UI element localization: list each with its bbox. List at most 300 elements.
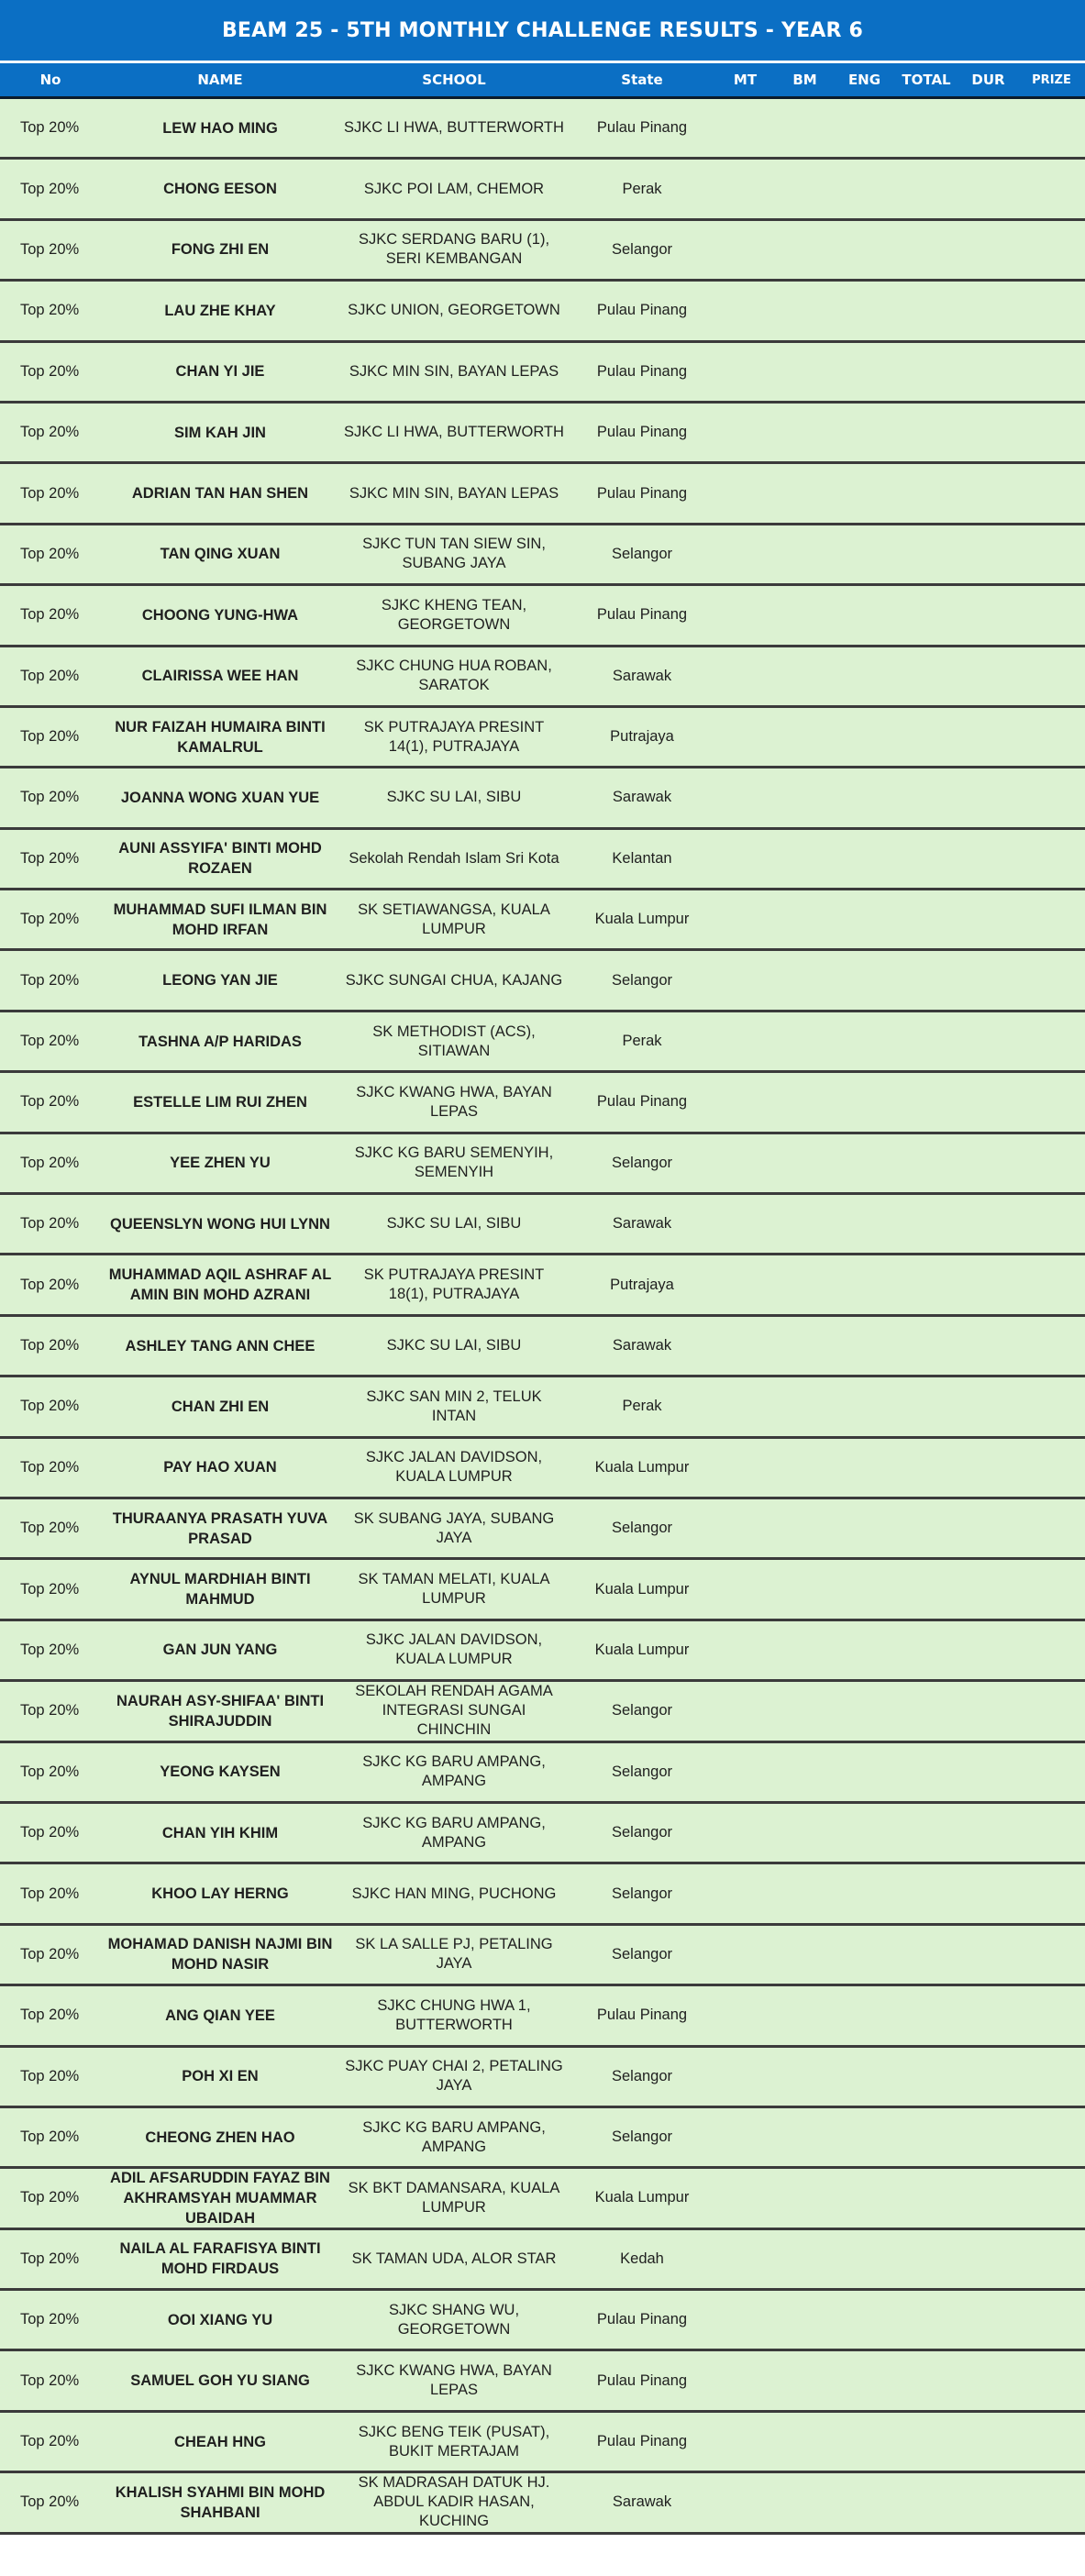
cell-dur (958, 464, 1018, 522)
cell-dur (958, 890, 1018, 948)
cell-school: SJKC KWANG HWA, BAYAN LEPAS (356, 2362, 552, 2399)
cell-mt (715, 890, 775, 948)
cell-eng (835, 1560, 894, 1618)
table-row (0, 404, 1085, 464)
cell-eng (835, 2473, 894, 2531)
table-row (0, 2048, 1085, 2108)
cell-no: Top 20% (20, 971, 80, 989)
cell-school: SK SUBANG JAYA, SUBANG JAYA (353, 1509, 555, 1546)
cell-prize (1018, 343, 1085, 401)
header-total: TOTAL (902, 72, 951, 88)
cell-mt (715, 404, 775, 461)
cell-prize (1018, 1012, 1085, 1070)
cell-name: POH XI EN (182, 2068, 259, 2085)
cell-total (894, 2230, 958, 2288)
cell-eng (835, 1499, 894, 1557)
cell-mt (715, 586, 775, 644)
cell-total (894, 1073, 958, 1131)
cell-eng (835, 1864, 894, 1922)
cell-dur (958, 1864, 1018, 1922)
cell-bm (775, 1621, 835, 1679)
table-row (0, 525, 1085, 586)
cell-school: SJKC SU LAI, SIBU (386, 1337, 522, 1354)
table-row (0, 2351, 1085, 2412)
cell-dur (958, 1986, 1018, 2044)
header-dur: DUR (971, 72, 1005, 88)
cell-prize (1018, 1499, 1085, 1557)
cell-eng (835, 1621, 894, 1679)
table-row (0, 768, 1085, 829)
cell-no: Top 20% (20, 1458, 80, 1476)
cell-mt (715, 647, 775, 705)
cell-dur (958, 1317, 1018, 1375)
cell-total (894, 951, 958, 1009)
cell-name: AUNI ASSYIFA' BINTI MOHD ROZAEN (118, 840, 322, 878)
header-name: NAME (197, 72, 243, 88)
cell-school: SK PUTRAJAYA PRESINT 14(1), PUTRAJAYA (363, 718, 545, 755)
cell-bm (775, 951, 835, 1009)
cell-eng (835, 1377, 894, 1435)
cell-school: SK BKT DAMANSARA, KUALA LUMPUR (348, 2179, 560, 2216)
table-row (0, 160, 1085, 220)
cell-mt (715, 2230, 775, 2288)
cell-no: Top 20% (20, 240, 80, 258)
cell-no: Top 20% (20, 1276, 80, 1293)
cell-prize (1018, 2291, 1085, 2349)
cell-no: Top 20% (20, 1337, 80, 1354)
header-eng: ENG (847, 72, 881, 88)
table-row (0, 1560, 1085, 1620)
cell-dur (958, 160, 1018, 217)
table-row (0, 99, 1085, 160)
cell-prize (1018, 1439, 1085, 1497)
cell-state: Kedah (620, 2250, 664, 2267)
cell-no: Top 20% (20, 2189, 80, 2206)
cell-eng (835, 1255, 894, 1313)
cell-dur (958, 1012, 1018, 1070)
cell-no: Top 20% (20, 1033, 80, 1050)
cell-no: Top 20% (20, 1398, 80, 1415)
cell-school: SJKC KWANG HWA, BAYAN LEPAS (356, 1083, 552, 1120)
cell-prize (1018, 464, 1085, 522)
cell-total (894, 282, 958, 339)
cell-dur (958, 1255, 1018, 1313)
cell-state: Pulau Pinang (596, 2371, 688, 2389)
cell-name: ASHLEY TANG ANN CHEE (125, 1337, 316, 1354)
cell-no: Top 20% (20, 789, 80, 806)
cell-state: Kuala Lumpur (594, 1580, 690, 1598)
cell-dur (958, 282, 1018, 339)
cell-name: JOANNA WONG XUAN YUE (120, 789, 320, 806)
table-row (0, 1621, 1085, 1682)
cell-mt (715, 160, 775, 217)
cell-bm (775, 464, 835, 522)
cell-no: Top 20% (20, 1154, 80, 1171)
cell-state: Selangor (611, 1702, 673, 1719)
cell-dur (958, 525, 1018, 583)
cell-state: Selangor (611, 240, 673, 258)
table-row (0, 1012, 1085, 1073)
cell-state: Kuala Lumpur (594, 2189, 690, 2206)
cell-prize (1018, 2048, 1085, 2106)
cell-no: Top 20% (20, 1763, 80, 1780)
cell-bm (775, 1255, 835, 1313)
table-row (0, 1986, 1085, 2047)
cell-prize (1018, 1317, 1085, 1375)
cell-bm (775, 1317, 835, 1375)
cell-name: CHEAH HNG (174, 2433, 266, 2450)
cell-mt (715, 1073, 775, 1131)
cell-state: Pulau Pinang (596, 362, 688, 380)
table-row (0, 343, 1085, 404)
cell-prize (1018, 830, 1085, 888)
table-row (0, 1499, 1085, 1560)
cell-prize (1018, 1377, 1085, 1435)
cell-total (894, 647, 958, 705)
cell-school: SJKC SHANG WU, GEORGETOWN (388, 2301, 520, 2338)
cell-total (894, 890, 958, 948)
cell-total (894, 160, 958, 217)
cell-dur (958, 2048, 1018, 2106)
cell-mt (715, 464, 775, 522)
cell-name: ADIL AFSARUDDIN FAYAZ BIN AKHRAMSYAH MUAMMAR UBAIDAH (110, 2169, 330, 2227)
cell-state: Sarawak (612, 789, 672, 806)
header-mt: MT (733, 72, 758, 88)
cell-state: Pulau Pinang (596, 484, 688, 502)
cell-no: Top 20% (20, 119, 80, 137)
cell-school: SK METHODIST (ACS), SITIAWAN (372, 1023, 536, 1059)
cell-eng (835, 2108, 894, 2166)
cell-total (894, 2048, 958, 2106)
cell-state: Selangor (611, 1520, 673, 1537)
cell-total (894, 2169, 958, 2227)
cell-state: Kuala Lumpur (594, 911, 690, 928)
cell-name: LAU ZHE KHAY (164, 302, 276, 319)
cell-dur (958, 1439, 1018, 1497)
cell-name: LEONG YAN JIE (162, 972, 278, 989)
cell-dur (958, 404, 1018, 461)
cell-eng (835, 768, 894, 826)
cell-prize (1018, 2108, 1085, 2166)
cell-state: Selangor (611, 2128, 673, 2146)
cell-state: Perak (622, 1398, 662, 1415)
cell-bm (775, 282, 835, 339)
page-title: BEAM 25 - 5TH MONTHLY CHALLENGE RESULTS - YEAR 6 (0, 0, 1085, 61)
cell-school: Sekolah Rendah Islam Sri Kota (349, 849, 559, 867)
cell-total (894, 2473, 958, 2531)
cell-bm (775, 1986, 835, 2044)
cell-no: Top 20% (20, 2493, 80, 2511)
cell-bm (775, 830, 835, 888)
cell-state: Selangor (611, 545, 673, 562)
cell-prize (1018, 708, 1085, 766)
cell-eng (835, 2291, 894, 2349)
cell-school: SJKC KG BARU AMPANG, AMPANG (362, 1753, 546, 1790)
cell-total (894, 1926, 958, 1984)
cell-name: ANG QIAN YEE (165, 2007, 275, 2024)
cell-bm (775, 1864, 835, 1922)
cell-name: THURAANYA PRASATH YUVA PRASAD (112, 1509, 328, 1547)
cell-name: KHOO LAY HERNG (151, 1885, 289, 1903)
cell-eng (835, 282, 894, 339)
cell-prize (1018, 525, 1085, 583)
cell-no: Top 20% (20, 2067, 80, 2084)
cell-bm (775, 2048, 835, 2106)
cell-bm (775, 221, 835, 279)
cell-mt (715, 1621, 775, 1679)
cell-no: Top 20% (20, 1215, 80, 1233)
cell-eng (835, 1804, 894, 1862)
cell-dur (958, 1073, 1018, 1131)
cell-mt (715, 1134, 775, 1192)
cell-eng (835, 99, 894, 157)
cell-mt (715, 525, 775, 583)
cell-bm (775, 2351, 835, 2409)
cell-name: ADRIAN TAN HAN SHEN (131, 485, 309, 503)
cell-school: SJKC KG BARU AMPANG, AMPANG (362, 2118, 546, 2155)
cell-dur (958, 2291, 1018, 2349)
cell-prize (1018, 647, 1085, 705)
cell-name: OOI XIANG YU (167, 2311, 273, 2328)
cell-dur (958, 830, 1018, 888)
table-row (0, 1682, 1085, 1742)
cell-mt (715, 768, 775, 826)
cell-name: CHOONG YUNG-HWA (141, 606, 299, 624)
cell-no: Top 20% (20, 728, 80, 746)
cell-dur (958, 2169, 1018, 2227)
cell-school: SJKC UNION, GEORGETOWN (348, 302, 560, 319)
cell-mt (715, 282, 775, 339)
cell-school: SK PUTRAJAYA PRESINT 18(1), PUTRAJAYA (363, 1266, 545, 1303)
cell-school: SJKC BENG TEIK (PUSAT), BUKIT MERTAJAM (358, 2423, 550, 2460)
cell-no: Top 20% (20, 1945, 80, 1962)
cell-eng (835, 464, 894, 522)
cell-bm (775, 1560, 835, 1618)
cell-eng (835, 951, 894, 1009)
table-row (0, 2169, 1085, 2229)
cell-mt (715, 343, 775, 401)
cell-prize (1018, 1986, 1085, 2044)
cell-eng (835, 1926, 894, 1984)
cell-total (894, 708, 958, 766)
cell-total (894, 99, 958, 157)
cell-total (894, 525, 958, 583)
cell-total (894, 2291, 958, 2349)
cell-mt (715, 1926, 775, 1984)
header-state: State (621, 72, 663, 88)
cell-dur (958, 99, 1018, 157)
cell-no: Top 20% (20, 362, 80, 380)
cell-state: Pulau Pinang (596, 606, 688, 624)
cell-eng (835, 525, 894, 583)
cell-bm (775, 2230, 835, 2288)
cell-prize (1018, 160, 1085, 217)
cell-prize (1018, 1804, 1085, 1862)
cell-bm (775, 1134, 835, 1192)
cell-eng (835, 2413, 894, 2471)
cell-total (894, 1377, 958, 1435)
table-row (0, 708, 1085, 768)
cell-state: Perak (622, 180, 662, 197)
cell-school: SJKC CHUNG HWA 1, BUTTERWORTH (377, 1996, 531, 2033)
cell-total (894, 343, 958, 401)
cell-state: Selangor (611, 1945, 673, 1962)
cell-prize (1018, 1255, 1085, 1313)
table-row (0, 890, 1085, 951)
cell-bm (775, 525, 835, 583)
cell-dur (958, 1377, 1018, 1435)
cell-eng (835, 1986, 894, 2044)
cell-bm (775, 1377, 835, 1435)
cell-bm (775, 1439, 835, 1497)
cell-school: SJKC SAN MIN 2, TELUK INTAN (366, 1388, 542, 1424)
cell-no: Top 20% (20, 545, 80, 562)
cell-dur (958, 1804, 1018, 1862)
header-bm: BM (792, 72, 817, 88)
cell-prize (1018, 1621, 1085, 1679)
cell-dur (958, 1560, 1018, 1618)
cell-school: SJKC PUAY CHAI 2, PETALING JAYA (345, 2058, 563, 2095)
cell-mt (715, 1682, 775, 1740)
cell-state: Pulau Pinang (596, 119, 688, 137)
cell-eng (835, 708, 894, 766)
cell-dur (958, 2351, 1018, 2409)
cell-eng (835, 2048, 894, 2106)
cell-eng (835, 1195, 894, 1253)
cell-no: Top 20% (20, 2433, 80, 2450)
cell-mt (715, 951, 775, 1009)
cell-dur (958, 1743, 1018, 1801)
cell-eng (835, 1012, 894, 1070)
cell-mt (715, 221, 775, 279)
cell-school: SEKOLAH RENDAH AGAMA INTEGRASI SUNGAI CHINCHIN (355, 1683, 553, 1739)
cell-state: Putrajaya (610, 1276, 674, 1293)
cell-bm (775, 2473, 835, 2531)
cell-school: SJKC TUN TAN SIEW SIN, SUBANG JAYA (362, 536, 546, 572)
cell-state: Kuala Lumpur (594, 1458, 690, 1476)
cell-prize (1018, 282, 1085, 339)
cell-prize (1018, 1195, 1085, 1253)
cell-bm (775, 647, 835, 705)
cell-eng (835, 2351, 894, 2409)
cell-bm (775, 1682, 835, 1740)
cell-mt (715, 1195, 775, 1253)
cell-eng (835, 1682, 894, 1740)
cell-eng (835, 647, 894, 705)
cell-mt (715, 830, 775, 888)
cell-name: NUR FAIZAH HUMAIRA BINTI KAMALRUL (115, 718, 326, 756)
cell-name: CHONG EESON (163, 181, 277, 198)
cell-school: SJKC JALAN DAVIDSON, KUALA LUMPUR (365, 1449, 543, 1486)
cell-mt (715, 2413, 775, 2471)
cell-name: FONG ZHI EN (171, 241, 270, 259)
cell-dur (958, 2473, 1018, 2531)
cell-no: Top 20% (20, 2007, 80, 2024)
cell-name: CHAN ZHI EN (171, 1398, 270, 1415)
cell-prize (1018, 1682, 1085, 1740)
cell-eng (835, 890, 894, 948)
cell-name: MUHAMMAD AQIL ASHRAF AL AMIN BIN MOHD AZRANI (108, 1266, 332, 1304)
cell-eng (835, 160, 894, 217)
cell-eng (835, 1073, 894, 1131)
cell-dur (958, 2413, 1018, 2471)
cell-bm (775, 2413, 835, 2471)
cell-prize (1018, 2169, 1085, 2227)
cell-prize (1018, 1134, 1085, 1192)
table-row (0, 2473, 1085, 2534)
cell-total (894, 2108, 958, 2166)
table-row (0, 2291, 1085, 2351)
table-row (0, 830, 1085, 890)
cell-school: SJKC SERDANG BARU (1), SERI KEMBANGAN (358, 231, 550, 268)
cell-eng (835, 1317, 894, 1375)
cell-mt (715, 1439, 775, 1497)
cell-eng (835, 1743, 894, 1801)
cell-dur (958, 343, 1018, 401)
cell-eng (835, 2230, 894, 2288)
table-row (0, 2413, 1085, 2473)
header-school: SCHOOL (422, 72, 486, 88)
cell-total (894, 768, 958, 826)
cell-dur (958, 647, 1018, 705)
cell-state: Putrajaya (610, 728, 674, 746)
cell-name: AYNUL MARDHIAH BINTI MAHMUD (129, 1571, 311, 1609)
cell-prize (1018, 1926, 1085, 1984)
cell-bm (775, 1012, 835, 1070)
cell-no: Top 20% (20, 2371, 80, 2389)
cell-school: SJKC POI LAM, CHEMOR (363, 180, 545, 197)
cell-prize (1018, 2473, 1085, 2531)
cell-name: CHAN YI JIE (175, 363, 265, 381)
cell-dur (958, 768, 1018, 826)
cell-eng (835, 830, 894, 888)
cell-eng (835, 404, 894, 461)
cell-no: Top 20% (20, 1641, 80, 1658)
cell-school: SJKC MIN SIN, BAYAN LEPAS (349, 484, 559, 502)
cell-state: Sarawak (612, 1337, 672, 1354)
cell-no: Top 20% (20, 1580, 80, 1598)
cell-eng (835, 586, 894, 644)
cell-bm (775, 708, 835, 766)
cell-total (894, 1255, 958, 1313)
table-row (0, 464, 1085, 525)
cell-state: Sarawak (612, 2493, 672, 2511)
cell-mt (715, 708, 775, 766)
cell-mt (715, 2048, 775, 2106)
cell-bm (775, 890, 835, 948)
cell-mt (715, 1012, 775, 1070)
cell-name: NAILA AL FARAFISYA BINTI MOHD FIRDAUS (119, 2240, 321, 2278)
cell-bm (775, 1195, 835, 1253)
cell-dur (958, 1195, 1018, 1253)
cell-school: SJKC KG BARU SEMENYIH, SEMENYIH (354, 1144, 554, 1181)
cell-total (894, 1195, 958, 1253)
cell-state: Pulau Pinang (596, 302, 688, 319)
cell-bm (775, 404, 835, 461)
cell-dur (958, 2108, 1018, 2166)
cell-no: Top 20% (20, 1093, 80, 1111)
cell-dur (958, 951, 1018, 1009)
cell-dur (958, 2230, 1018, 2288)
cell-eng (835, 1134, 894, 1192)
cell-state: Selangor (611, 1885, 673, 1902)
cell-no: Top 20% (20, 180, 80, 197)
results-table-body (0, 99, 1085, 2535)
cell-prize (1018, 404, 1085, 461)
cell-dur (958, 1682, 1018, 1740)
cell-school: SJKC SU LAI, SIBU (386, 789, 522, 806)
cell-prize (1018, 1864, 1085, 1922)
